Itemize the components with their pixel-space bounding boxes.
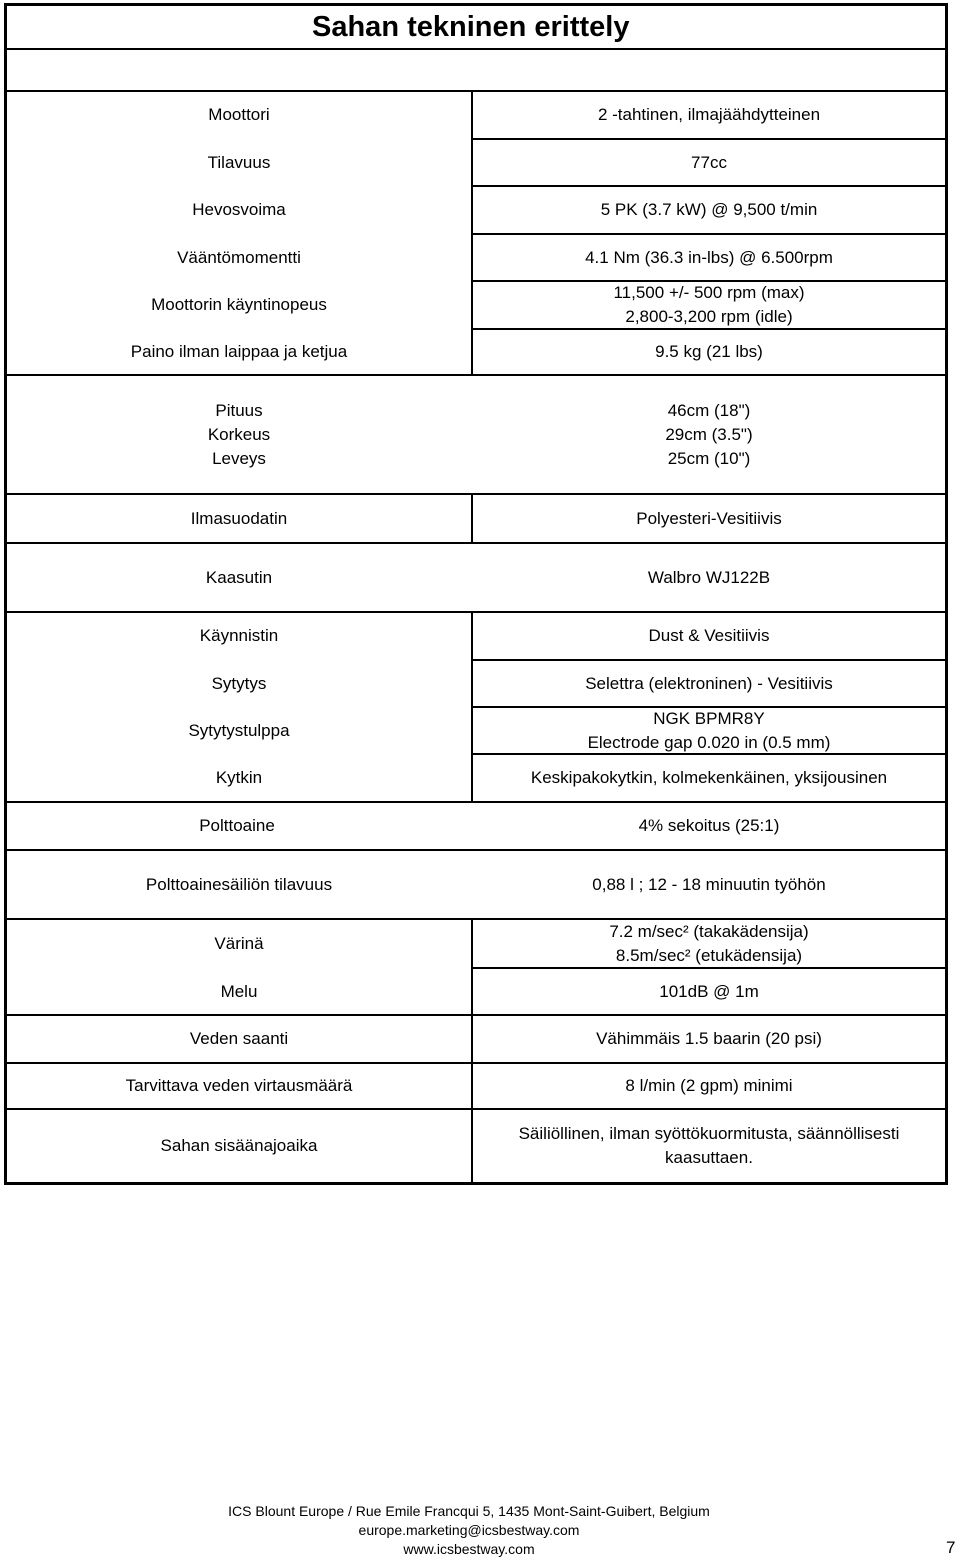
label-cell: Kytkin (215, 768, 263, 787)
value-cell: Dust & Vesitiivis (648, 626, 770, 645)
value-cell: 0,88 l ; 12 - 18 minuutin työhön (592, 874, 826, 894)
footer (0, 1502, 938, 1559)
label-cell: Paino ilman laippaa ja ketjua (130, 342, 348, 361)
value-cell: Säiliöllinen, ilman syöttökuormitusta, säännöllisesti kaasuttaen. (518, 1124, 900, 1167)
value-cell: 8 l/min (2 gpm) minimi (625, 1076, 793, 1095)
value-cell: 46cm (18") 29cm (3.5") 25cm (10") (665, 400, 753, 468)
label-cell: Tilavuus (207, 152, 271, 172)
value-cell: 4.1 Nm (36.3 in-lbs) @ 6.500rpm (585, 247, 833, 267)
value-cell: 7.2 m/sec² (takakädensija) 8.5m/sec² (etukädensija) (609, 921, 809, 965)
label-cell: Tarvittava veden virtausmäärä (125, 1076, 353, 1095)
value-cell: Polyesteri-Vesitiivis (636, 508, 782, 528)
value-cell: 5 PK (3.7 kW) @ 9,500 t/min (600, 200, 818, 219)
footer-website[interactable]: www.icsbestway.com (403, 1541, 535, 1557)
label-cell: Sytytystulppa (188, 720, 290, 740)
value-cell: NGK BPMR8Y Electrode gap 0.020 in (0.5 mm) (587, 708, 831, 752)
value-cell: 11,500 +/- 500 rpm (max) 2,800-3,200 rpm (idle) (613, 283, 805, 326)
value-cell: 9.5 kg (21 lbs) (655, 342, 763, 361)
footer-address: ICS Blount Europe / Rue Emile Francqui 5, 1435 Mont-Saint-Guibert, Belgium (228, 1503, 710, 1519)
label-cell: Sahan sisäänajoaika (160, 1136, 318, 1155)
page-title: Sahan tekninen erittely (312, 11, 630, 43)
value-cell: 101dB @ 1m (659, 981, 759, 1001)
value-cell: 4% sekoitus (25:1) (638, 816, 780, 835)
label-cell: Värinä (214, 933, 264, 953)
value-cell: Selettra (elektroninen) - Vesitiivis (585, 673, 833, 693)
spec-table (4, 3, 948, 1185)
label-cell: Kaasutin (205, 567, 273, 587)
label-cell: Polttoaine (199, 816, 275, 835)
title-row (7, 6, 945, 50)
label-cell: Veden saanti (189, 1029, 289, 1048)
label-cell: Moottorin käyntinopeus (151, 295, 327, 314)
label-cell: Moottori (208, 105, 270, 124)
label-cell: Ilmasuodatin (190, 508, 288, 528)
label-cell: Sytytys (211, 673, 267, 693)
value-cell: Vähimmäis 1.5 baarin (20 psi) (596, 1029, 822, 1048)
label-cell: Melu (220, 981, 258, 1001)
label-cell: Hevosvoima (192, 200, 286, 219)
label-cell: Vääntömomentti (177, 247, 301, 267)
page-number: 7 (946, 1538, 956, 1557)
value-cell: Walbro WJ122B (647, 567, 771, 587)
label-cell: Polttoainesäiliön tilavuus (145, 874, 333, 894)
value-cell: 77cc (691, 152, 727, 172)
footer-email[interactable]: europe.marketing@icsbestway.com (358, 1522, 580, 1538)
value-cell: 2 -tahtinen, ilmajäähdytteinen (597, 105, 821, 124)
label-cell: Käynnistin (199, 626, 279, 645)
label-cell: Pituus Korkeus Leveys (207, 400, 271, 468)
value-cell: Keskipakokytkin, kolmekenkäinen, yksijousinen (530, 768, 888, 787)
